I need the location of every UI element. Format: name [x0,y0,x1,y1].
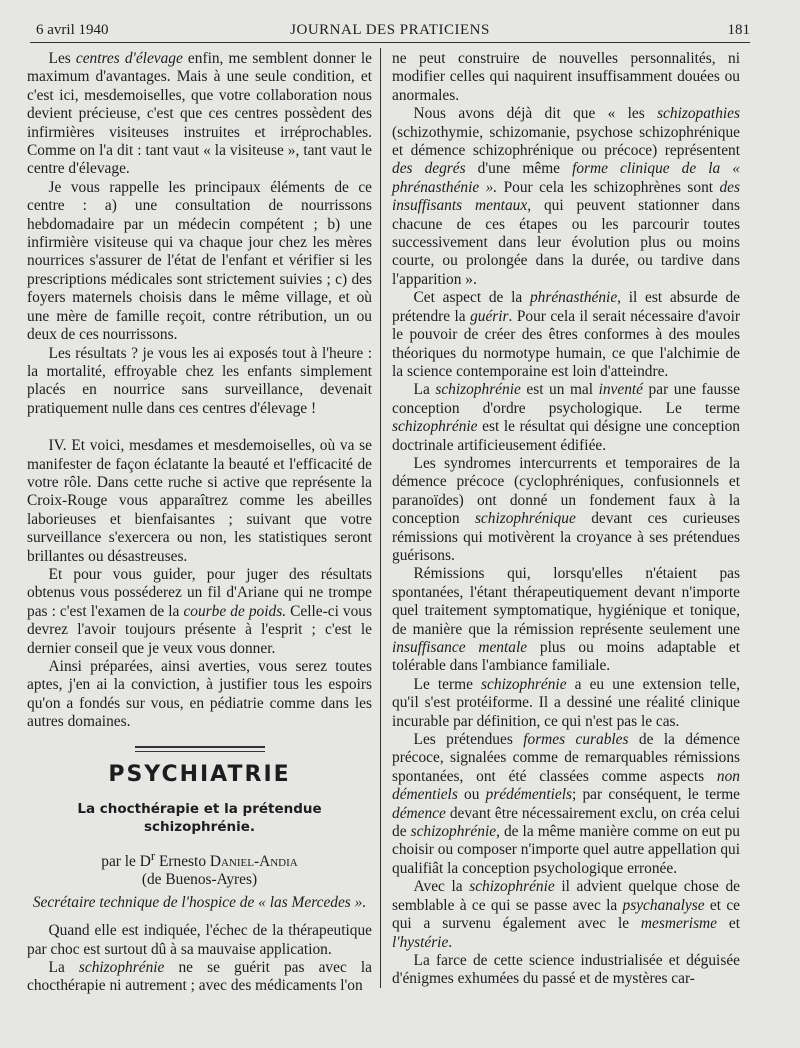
author-affiliation: Secrétaire technique de l'hospice de « las Mercedes ». [32,893,367,911]
right-column [392,50,740,989]
journal-title: JOURNAL DES PRATICIENS [290,22,490,38]
paragraph: Cet aspect de la phrénasthénie, il est absurde de prétendre la guérir. Pour cela il serait nécessaire d'avoir le pouvoir de créer des êtres conformes à des moules théoriques du normotype humain, ce que l'alchimie de la science contemporaine est loin d'atteindre. [392,289,740,380]
article-byline-place: (de Buenos-Ayres) [141,871,258,889]
paragraph: Avec la schizophrénie il advient quelque chose de semblable à ce qui se passe avec la psychanalyse et ce qui a survenu également avec le mesmerisme et l'hystérie. [392,878,740,951]
page-header [30,20,750,42]
article-title: La chocthérapie et la prétendue schizophrénie. [77,801,322,836]
paragraph: Nous avons déjà dit que « les schizopathies (schizothymie, schizomanie, psychose schizophrénique et démence schizophrénique ou précoce) représentent des degrés d'une même forme clinique de la « phrénasthénie ». Pour cela les schizophrènes sont des insuffisants mentaux, qui peuvent stationner dans chacune de ces étapes ou les parcourir toutes successivement dans leur évolution plus ou moins courte, ou prolongée dans la durée, ou tardive dans l'apparition ». [392,105,740,288]
paragraph: Rémissions qui, lorsqu'elles n'étaient pas spontanées, l'étant thérapeutiquement devant n'importe quel traitement symptomatique, hygiénique et tonique, de manière que la rémission représente seulement une insuffisance mentale plus ou moins adaptable et tolérable dans l'ambiance familiale. [392,565,741,675]
paragraph: Les résultats ? je vous les ai exposés tout à l'heure : la mortalité, effroyable chez les enfants simplement placés en nourrice sans surveillance, devenait pratiquement nulle dans ces centres d'élevage ! [27,344,372,417]
paragraph: Les syndromes intercurrents et temporaires de la démence précoce (cyclophréniques, confusionnels et paranoïdes) ont donné un fondement faux à la conception schizophrénique devant ces curieuses rémissions qui motivèrent la croyance à ses prétendues guérisons. [392,454,740,564]
paragraph: La schizophrénie est un mal inventé par une fausse conception d'ordre psychologique. Le terme schizophrénie est le résultat qui désigne une conception doctrinale artificieusement édifiée. [392,381,740,454]
paragraph: Les prétendues formes curables de la démence précoce, signalées comme de remarquables rémissions spontanées, ont été classées comme aspects non démentiels ou prédémentiels; par conséquent, le terme démence devant être nécessairement exclu, on créa celui de schizophrénie, de la même manière comme on eut pu choisir ou composer n'importe quel autre appellation qui qualifiât la conception psychologique erronée. [392,731,741,877]
paragraph: Et pour vous guider, pour juger des résultats obtenus vous posséderez un fil d'Ariane qui ne trompe pas : c'est l'examen de la courbe de poids. Celle-ci vous devrez l'avoir toujours présente à l'esprit ; c'est le dernier conseil que je veux vous donner. [27,565,372,657]
page-number: 181 [727,22,750,38]
section-ornament-rule [135,746,265,752]
paragraph: La schizophrénie ne se guérit pas avec la chocthérapie ni autrement ; avec des médicaments l'on [27,959,372,995]
column-divider [380,48,381,988]
paragraph: La farce de cette science industrialisée et déguisée d'énigmes exhumées du passé et de mystères car- [392,951,740,988]
paragraph: Ainsi préparées, ainsi averties, vous serez toutes aptes, j'en ai la conviction, à justifier tous les espoirs qu'on a fondés sur vous, en pédiatrie comme dans les autres domaines. [27,658,372,731]
paragraph: Je vous rappelle les principaux éléments de ce centre : a) une consultation de nourrissons hebdomadaire par un médecin compétent ; b) une infirmière visiteuse qui va chaque jour chez les mères nourrices s'assurer de l'état de l'enfant et vérifier si les prescriptions médicales sont strictement suivies ; c) des foyers maternels choisis dans le même village, et où une mère de famille reçoit, contre rétribution, un ou deux de ces nourrissons. [27,178,372,344]
paragraph: Le terme schizophrénie a eu une extension telle, qu'il s'est protéiforme. Il a dessiné une réalité clinique incurable par définition, ce qui n'est pas le cas. [392,675,741,730]
article-byline: par le $D^r$ Ernesto Daniel-Andia [101,848,298,870]
paragraph: IV. Et voici, mesdames et mesdemoiselles, où va se manifester de façon éclatante la beauté et l'efficacité de votre rôle. Dans cette ruche si active que représente la Croix-Rouge vous apparaîtrez comme les abeilles laborieuses et bienfaisantes ; suivant que votre surveillance s'exercera ou non, les statistiques seront brillantes ou désastreuses. [27,437,372,565]
section-title: PSYCHIATRIE [108,761,291,787]
header-rule [30,42,750,43]
left-column [27,50,372,996]
header-date: 6 avril 1940 [36,22,109,38]
paragraph: Quand elle est indiquée, l'échec de la thérapeutique par choc est surtout dû à sa mauvaise application. [27,922,372,958]
paragraph: Les centres d'élevage enfin, me semblent donner le maximum d'avantages. Mais à une seule condition, et c'est ici, mesdemoiselles, que votre collaboration nous devient précieuse, c'est que ces centres possèdent des infirmières visiteuses instruites et irréprochables. Comme on l'a dit : tant vaut « la visiteuse », tant vaut le centre d'élevage. [27,50,372,178]
paragraph: ne peut construire de nouvelles personnalités, ni modifier celles qui naquirent insuffisamment douées ou anormales. [392,50,740,104]
